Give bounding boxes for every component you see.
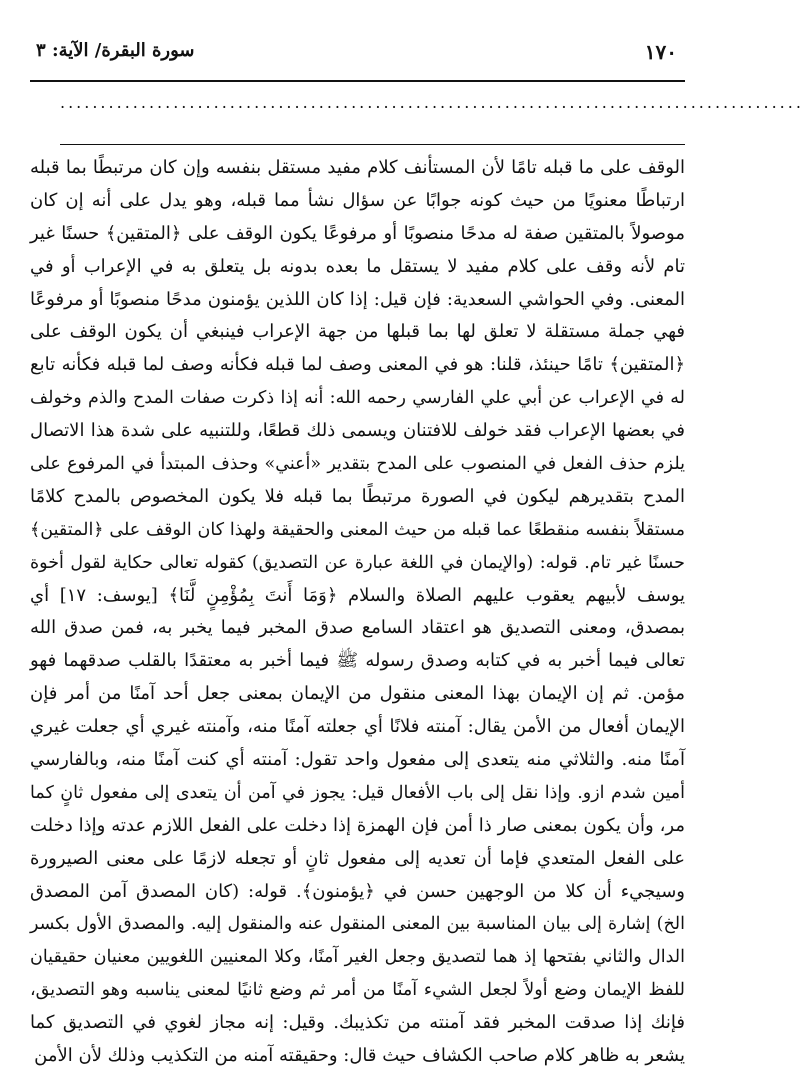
text-line: الدال والثاني بفتحها إذ هما لتصديق وجعل الغير آمنًا، وكلا المعنيين اللغويين معنيان حقيقيان xyxy=(30,947,685,968)
text-line: ﴿المتقين﴾ تامًا حينئذ، قلنا: هو في المعنى وصف لما قبله فكأنه وصف لما قبله فكأنه تابع xyxy=(30,354,685,376)
text-line: الوقف على ما قبله تامًا لأن المستأنف كلام مفيد مستقل بنفسه وإن كان مرتبطًا بما قبله xyxy=(30,157,685,178)
body-text xyxy=(30,152,685,1073)
text-line: آمنًا منه. والثلاثي منه يتعدى إلى مفعول واحد تقول: آمنته أي كنت آمنًا منه، وبالفارسي xyxy=(30,749,685,771)
text-line: على الفعل المتعدي فإما أن تعديه إلى مفعول ثانٍ أو تجعله لازمًا على معنى الصيرورة xyxy=(30,847,685,869)
text-line: تام لأنه وقف على كلام مفيد لا يستقل ما بعده بدونه بل يتعلق به في الإعراب أو في xyxy=(30,255,685,277)
header-rule xyxy=(30,80,685,82)
text-line: أمين شدم ازو. وإذا نقل إلى باب الأفعال قيل: يجوز في آمن أن يتعدى إلى مفعول ثانٍ كما xyxy=(30,782,685,803)
text-line: للفظ الإيمان وضع أولاً لجعل الشيء آمنًا من أمر ثم وضع ثانيًا لمعنى يناسبه وهو التصديق، xyxy=(30,980,685,1001)
text-line: مر، وأن يكون بمعنى صار ذا أمن فإن الهمزة إذا دخلت على الفعل اللازم عدته وإذا دخلت xyxy=(30,814,685,836)
text-line: الخ) إشارة إلى بيان المناسبة بين المعنى المنقول عنه والمنقول إليه. والمصدق الأول بكسر xyxy=(30,914,685,935)
text-line: يلزم حذف الفعل في المنصوب على المدح بتقدير «أعني» وحذف المبتدأ في المرفوع على xyxy=(30,454,685,475)
text-line: الإيمان أفعال من الأمن يقال: آمنته فلانًا أي جعلته آمنًا منه، وآمنته غيري أي جعلت غيري xyxy=(30,716,685,738)
text-line: بمصدق، ومعنى التصديق هو اعتقاد السامع صدق المخبر فيما يخبر به، فمن صدق الله xyxy=(30,617,685,639)
page-header xyxy=(30,38,685,78)
text-line: في بعضها الإعراب فقد خولف للافتنان ويسمى ذلك قطعًا، وللتنبيه على شدة هذا الاتصال xyxy=(30,420,685,442)
running-title: سورة البقرة/ الآية: ٣ xyxy=(36,40,195,61)
text-line: ارتباطًا معنويًا من حيث كونه جوابًا عن سؤال نشأ مما قبله، وهو يدل على أنه إن كان xyxy=(30,189,685,211)
text-line: مستقلاً بنفسه منقطعًا عما قبله من حيث المعنى والحقيقة ولهذا كان الوقف على ﴿المتقين﴾ xyxy=(30,519,685,540)
text-line: فهي جملة مستقلة لا تعلق لها بما قبلها من جهة الإعراب فينبغي أن يكون الوقف على xyxy=(30,321,685,343)
text-line: المعنى. وفي الحواشي السعدية: فإن قيل: إذا كان اللذين يؤمنون مدحًا منصوبًا أو مرفوعًا xyxy=(30,288,685,310)
text-line: مؤمن. ثم إن الإيمان بهذا المعنى منقول من الإيمان بمعنى جعل أحد آمنًا من أمر فإن xyxy=(30,683,685,705)
text-line: تعالى فيما أخبر به في كتابه وصدق رسوله ﷺ فيما أخبر به معتقدًا بالقلب صدقهما فهو xyxy=(30,650,685,672)
text-line: يشعر به ظاهر كلام صاحب الكشاف حيث قال: وحقيقته آمنه من التكذيب وذلك لأن الأمن xyxy=(34,1045,685,1067)
text-line: له في الإعراب عن أبي علي الفارسي رحمه الله: أنه إذا ذكرت صفات المدح والذم وخولف xyxy=(30,388,685,409)
text-line: وسيجيء أن كلا من الوجهين حسن في ﴿يؤمنون﴾. قوله: (كان المصدق آمن المصدق xyxy=(30,880,685,902)
dotted-separator: ............................................................................................ xyxy=(60,93,804,112)
text-line: المدح بتقديرهم ليكون في الصورة مرتبطًا بما قبله فلا يكون المخصوص بالمدح كلامًا xyxy=(30,485,685,507)
separator-rule xyxy=(60,144,685,145)
text-line: فإنك إذا صدقت المخبر فقد آمنته من تكذيبك. وقيل: إنه مجاز لغوي في التصديق كما xyxy=(30,1012,685,1034)
page-number: ١٧٠ xyxy=(644,40,677,64)
text-line: يوسف لأبيهم يعقوب عليهم الصلاة والسلام ﴿وَمَا أَنتَ بِمُؤْمِنٍ لَّنَا﴾ [يوسف: ١٧] أي xyxy=(30,584,685,606)
text-line: موصولاً بالمتقين صفة له مدحًا منصوبًا أو مرفوعًا يكون الوقف على ﴿المتقين﴾ حسنًا غير xyxy=(30,222,685,244)
text-line: حسنًا غير تام. قوله: (والإيمان في اللغة عبارة عن التصديق) كقوله تعالى حكاية لقول أخوة xyxy=(30,552,685,573)
